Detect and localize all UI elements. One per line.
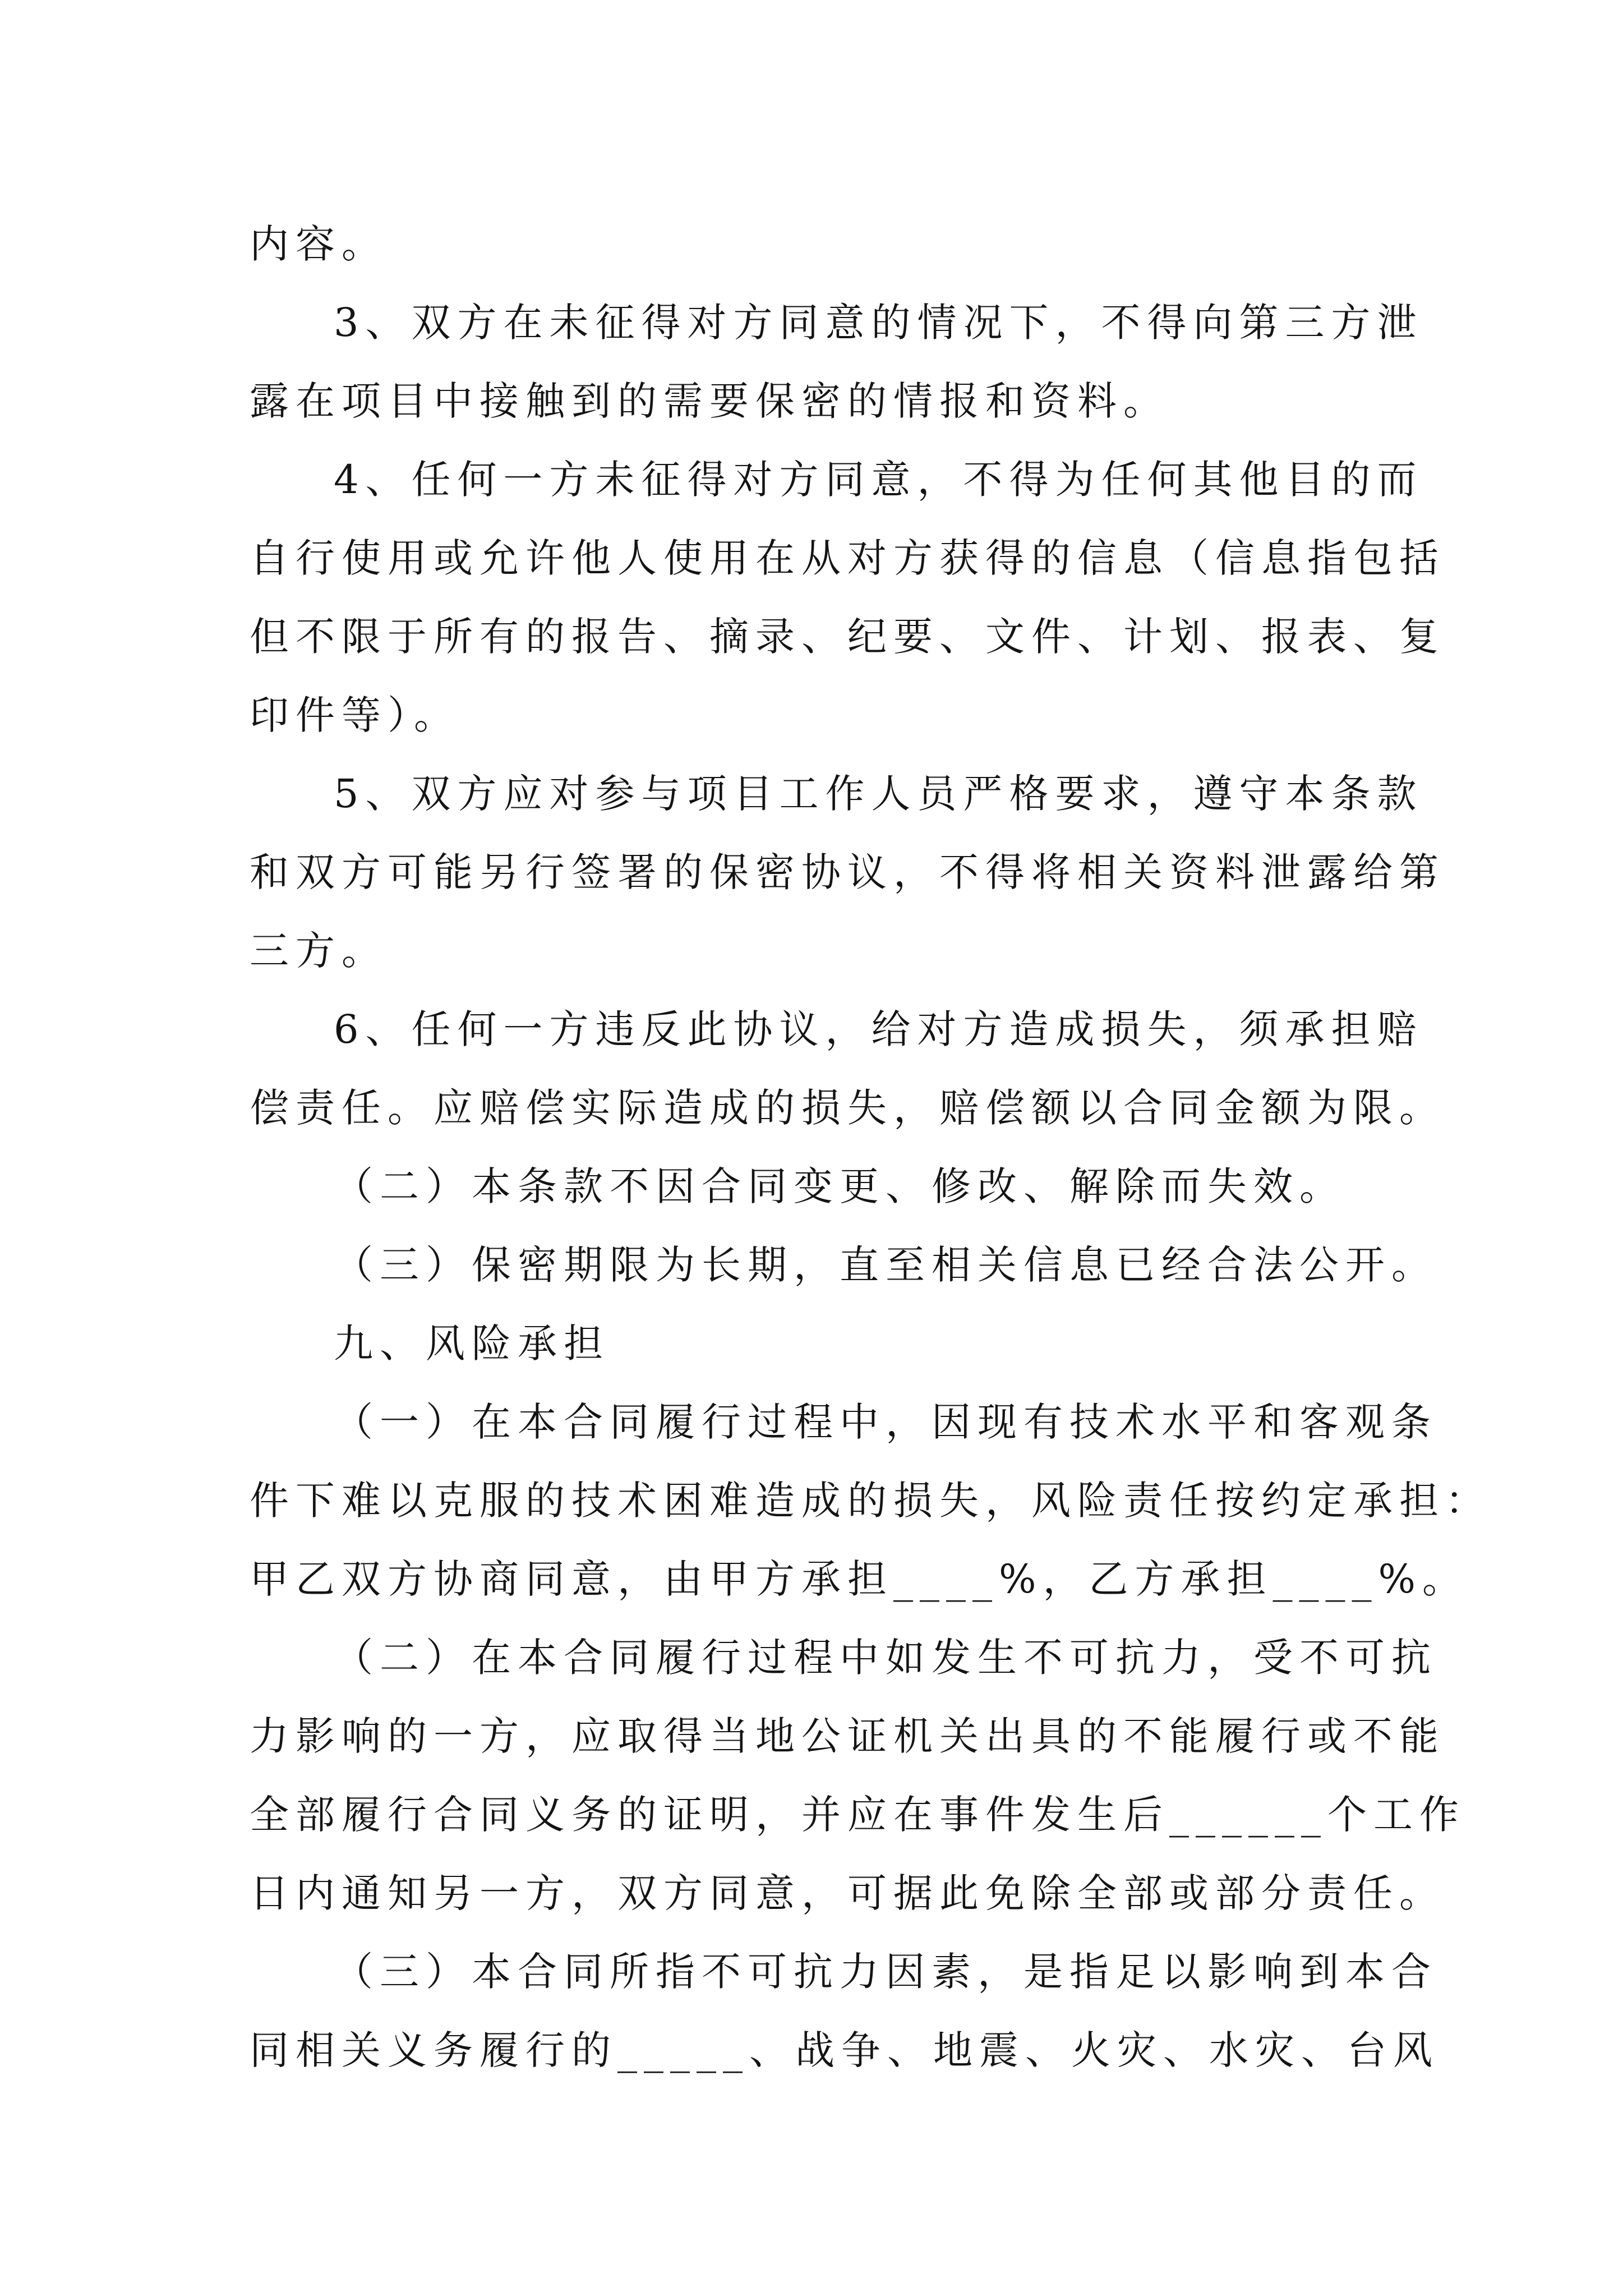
text-line: 但不限于所有的报告、摘录、纪要、文件、计划、报表、复	[250, 614, 1445, 660]
text-line: （三）保密期限为长期，直至相关信息已经合法公开。	[334, 1242, 1437, 1288]
text-line: 和双方可能另行签署的保密协议，不得将相关资料泄露给第	[250, 849, 1445, 895]
text-line: 自行使用或允许他人使用在从对方获得的信息（信息指包括	[250, 535, 1445, 581]
text-line: （二）在本合同履行过程中如发生不可抗力，受不可抗	[334, 1635, 1437, 1681]
text-line: 6、任何一方违反此协议，给对方造成损失，须承担赔	[334, 1006, 1423, 1052]
text-line: （一）在本合同履行过程中，因现有技术水平和客观条	[334, 1399, 1437, 1445]
text-line: 力影响的一方，应取得当地公证机关出具的不能履行或不能	[250, 1713, 1445, 1759]
text-line: 日内通知另一方，双方同意，可据此免除全部或部分责任。	[250, 1870, 1445, 1916]
contract-text-block	[250, 205, 1491, 2090]
text-line: 5、双方应对参与项目工作人员严格要求，遵守本条款	[334, 771, 1423, 817]
text-line: 三方。	[250, 928, 388, 974]
text-line: 全部履行合同义务的证明，并应在事件发生后______个工作	[250, 1792, 1465, 1838]
text-line: 同相关义务履行的_____、战争、地震、火灾、水灾、台风	[250, 2027, 1439, 2073]
text-line: 露在项目中接触到的需要保密的情报和资料。	[250, 378, 1169, 424]
text-line: （三）本合同所指不可抗力因素，是指足以影响到本合	[334, 1949, 1437, 1995]
text-line: 印件等）。	[250, 692, 460, 738]
text-line: 件下难以克服的技术困难造成的损失，风险责任按约定承担：	[250, 1478, 1491, 1524]
text-line: 偿责任。应赔偿实际造成的损失，赔偿额以合同金额为限。	[250, 1085, 1445, 1131]
text-line: （二）本条款不因合同变更、修改、解除而失效。	[334, 1163, 1345, 1209]
section-heading: 九、风险承担	[334, 1320, 610, 1366]
text-line: 甲乙双方协商同意，由甲方承担____%，乙方承担____%。	[250, 1556, 1469, 1602]
text-line: 3、双方在未征得对方同意的情况下，不得向第三方泄	[334, 300, 1423, 346]
text-line: 4、任何一方未征得对方同意，不得为任何其他目的而	[334, 457, 1423, 503]
text-line: 内容。	[250, 221, 388, 267]
